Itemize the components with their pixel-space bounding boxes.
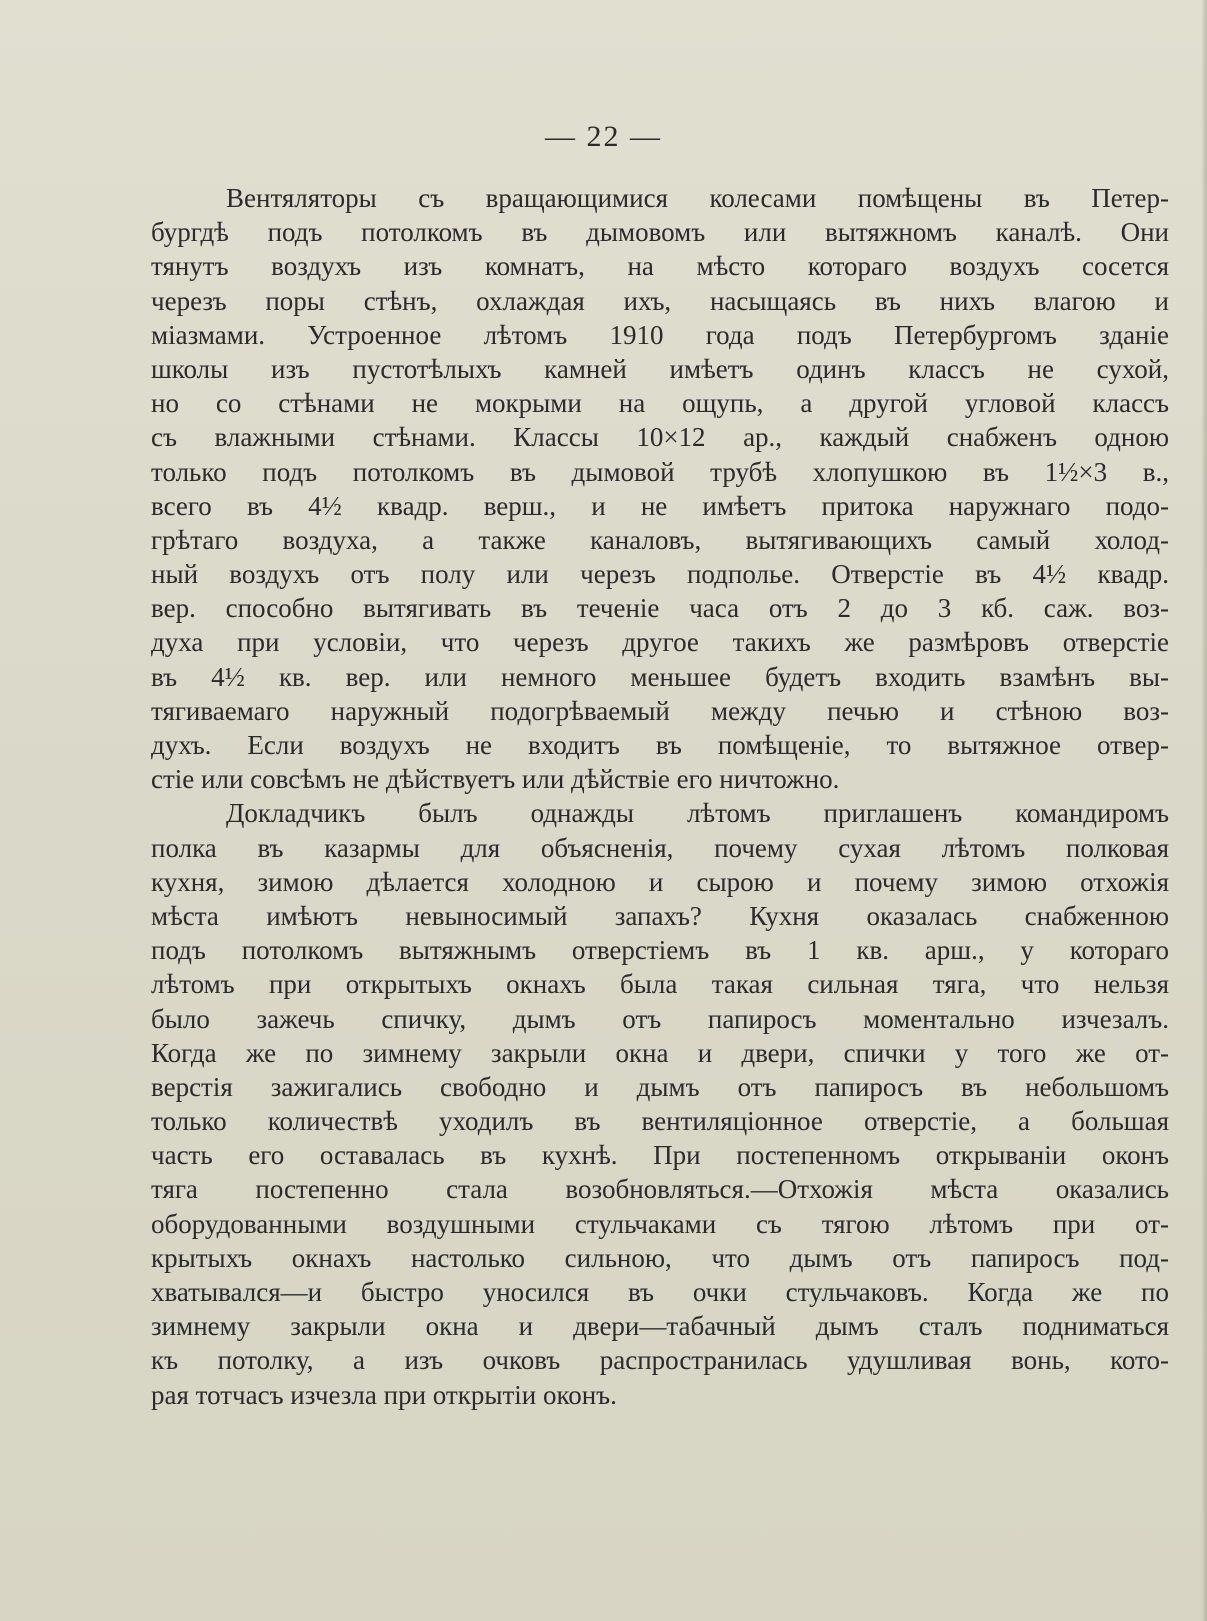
text-line: грѣтаго воздуха, а также каналовъ, вытягивающихъ самый холод- <box>151 524 1169 555</box>
text-line: тяга постепенно стала возобновляться.—Отхожія мѣста оказались <box>151 1174 1169 1205</box>
text-line: только количествѣ уходилъ въ вентиляціонное отверстіе, а большая <box>151 1106 1169 1137</box>
text-line: къ потолку, а изъ очковъ распространилась удушливая вонь, кото- <box>151 1345 1169 1376</box>
text-line: только подъ потолкомъ въ дымовой трубѣ хлопушкою въ 1½×3 в., <box>151 456 1169 487</box>
text-line: тянутъ воздухъ изъ комнатъ, на мѣсто котораго воздухъ сосется <box>151 251 1169 282</box>
text-line: мѣста имѣютъ невыносимый запахъ? Кухня оказалась снабженною <box>151 900 1169 931</box>
text-line: зимнему закрыли окна и двери—табачный дымъ сталъ подниматься <box>151 1311 1169 1342</box>
text-line: верстія зажигались свободно и дымъ отъ папиросъ въ небольшомъ <box>151 1071 1169 1102</box>
text-line: всего въ 4½ квадр. верш., и не имѣетъ притока наружнаго подо- <box>151 490 1169 521</box>
text-line: вер. способно вытягивать въ теченіе часа отъ 2 до 3 кб. саж. воз- <box>151 593 1169 624</box>
page-number: — 22 — <box>545 120 662 153</box>
text-line: духа при условіи, что черезъ другое такихъ же размѣровъ отверстіе <box>151 627 1169 658</box>
text-line: кухня, зимою дѣлается холодною и сырою и почему зимою отхожія <box>151 866 1169 897</box>
body-text <box>151 181 1169 1412</box>
text-line: крытыхъ окнахъ настолько сильною, что дымъ отъ папиросъ под- <box>151 1242 1169 1273</box>
text-line: тягиваемаго наружный подогрѣваемый между печью и стѣною воз- <box>151 695 1169 726</box>
text-line: школы изъ пустотѣлыхъ камней имѣетъ одинъ классъ не сухой, <box>151 353 1169 384</box>
text-line: съ влажными стѣнами. Классы 10×12 ар., каждый снабженъ одною <box>151 422 1169 453</box>
text-line: ный воздухъ отъ полу или черезъ подполье. Отверстіе въ 4½ квадр. <box>151 559 1169 590</box>
text-line: оборудованными воздушными стульчаками съ тягою лѣтомъ при от- <box>151 1208 1169 1239</box>
text-line: но со стѣнами не мокрыми на ощупь, а другой угловой классъ <box>151 388 1169 419</box>
text-line: Вентяляторы съ вращающимися колесами помѣщены въ Петер- <box>226 183 1169 213</box>
paragraph-2 <box>151 796 1169 1411</box>
text-line: духъ. Если воздухъ не входитъ въ помѣщеніе, то вытяжное отвер- <box>151 730 1169 760</box>
text-line: Когда же по зимнему закрыли окна и двери, спички у того же от- <box>151 1037 1169 1068</box>
text-line: черезъ поры стѣнъ, охлаждая ихъ, насыщаясь въ нихъ влагою и <box>151 285 1169 316</box>
text-line: хватывался—и быстро уносился въ очки стульчаковъ. Когда же по <box>151 1277 1169 1307</box>
text-line: было зажечь спичку, дымъ отъ папиросъ моментально изчезалъ. <box>151 1003 1169 1034</box>
text-line: часть его оставалась въ кухнѣ. При постепенномъ открываніи оконъ <box>151 1140 1169 1171</box>
paragraph-1 <box>151 181 1169 796</box>
page-edge-shadow <box>1201 0 1207 1621</box>
text-line: міазмами. Устроенное лѣтомъ 1910 года подъ Петербургомъ зданіе <box>151 319 1169 350</box>
text-line: стіе или совсѣмъ не дѣйствуетъ или дѣйствіе его ничтожно. <box>151 764 840 795</box>
text-line: въ 4½ кв. вер. или немного меньшее будетъ входить взамѣнъ вы- <box>151 661 1169 692</box>
text-line: лѣтомъ при открытыхъ окнахъ была такая сильная тяга, что нельзя <box>151 969 1169 1000</box>
text-line: полка въ казармы для объясненія, почему сухая лѣтомъ полковая <box>151 832 1169 863</box>
text-line: рая тотчасъ изчезла при открытіи оконъ. <box>151 1379 617 1410</box>
text-line: бургдѣ подъ потолкомъ въ дымовомъ или вытяжномъ каналѣ. Они <box>151 217 1169 248</box>
text-line: Докладчикъ былъ однажды лѣтомъ приглашенъ командиромъ <box>226 798 1169 829</box>
text-line: подъ потолкомъ вытяжнымъ отверстіемъ въ 1 кв. арш., у котораго <box>151 935 1169 966</box>
